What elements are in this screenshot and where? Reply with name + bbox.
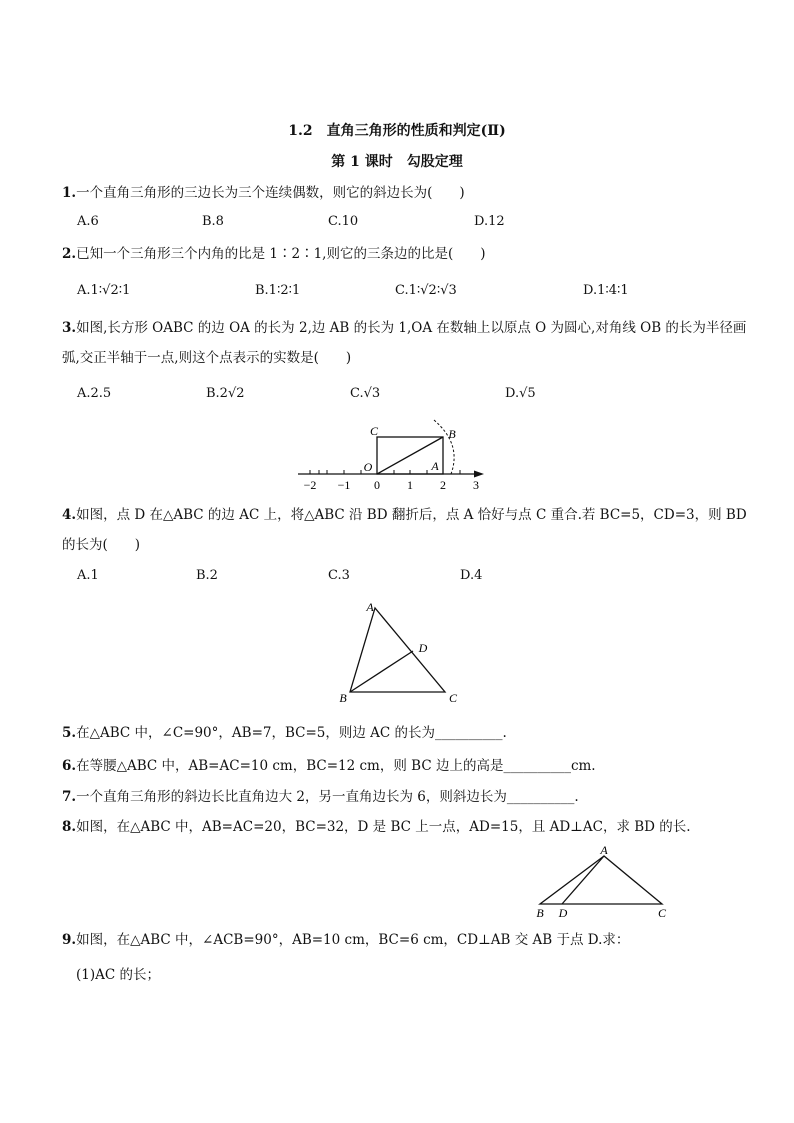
question-1-options [77,214,757,234]
tick-label-neg2: −2 [303,478,317,492]
triangle-abd-figure [330,596,470,710]
tick-label-0: 0 [374,478,380,492]
point-label-d: D [558,906,568,920]
option-a: A.6 [77,214,99,229]
question-4 [62,505,747,525]
question-3-line-2: 弧,交正半轴于一点,则这个点表示的实数是( ) [62,350,352,366]
question-6 [62,756,596,776]
question-5 [62,723,507,743]
option-c: C.√3 [350,386,381,401]
question-9 [62,930,629,950]
tick-label-neg1: −1 [337,478,351,492]
point-label-a: A [366,600,374,614]
option-d: D.12 [474,214,505,229]
point-label-c: C [369,424,379,438]
question-text: 已知一个三角形三个内角的比是 1∶2∶1,则它的三条边的比是( ) [76,246,486,262]
option-a: A.1∶√2∶1 [77,283,131,298]
question-text: 在△ABC 中，∠C=90°，AB=7，BC=5，则边 AC 的长为__________. [76,725,507,741]
question-text: 一个直角三角形的三边长为三个连续偶数，则它的斜边长为( ) [76,185,465,201]
section-title: 1.2 直角三角形的性质和判定(Ⅱ) [288,123,506,139]
question-1 [62,183,465,203]
question-number: 5. [62,725,77,741]
question-number: 8. [62,819,77,835]
question-text: 一个直角三角形的斜边长比直角边大 2，另一直角边长为 6，则斜边长为__________. [76,789,579,805]
question-4-line-2: 的长为( ) [62,537,141,553]
question-8 [62,817,691,837]
point-label-o: O [363,460,373,474]
point-label-b: B [339,691,347,705]
option-c: C.1∶√2∶√3 [395,283,457,298]
question-number: 9. [62,932,77,948]
option-d: D.1∶4∶1 [583,283,629,298]
number-line-figure [290,418,490,496]
tick-label-2: 2 [440,478,446,492]
option-d: D.4 [460,568,483,583]
question-7 [62,787,579,807]
option-a: A.1 [77,568,99,583]
question-number: 2. [62,246,77,262]
question-2 [62,244,485,264]
question-number: 3. [62,320,77,336]
lesson-title: 第 1 课时 勾股定理 [331,154,463,170]
point-label-c: C [657,906,667,920]
tick-label-3: 3 [473,478,479,492]
option-b: B.8 [202,214,224,229]
option-b: B.2√2 [206,386,245,401]
triangle-abc-figure [530,842,680,922]
question-number: 6. [62,758,77,774]
question-text: 如图，在△ABC 中，AB=AC=20，BC=32，D 是 BC 上一点，AD=15，且 AD⊥AC，求 BD 的长. [76,819,691,835]
option-a: A.2.5 [77,386,112,401]
question-4-options [77,568,757,588]
option-b: B.2 [196,568,218,583]
point-label-a: A [600,843,608,857]
question-3-options [77,386,757,406]
question-text: 如图，在△ABC 中，∠ACB=90°，AB=10 cm，BC=6 cm，CD⊥AB 交 AB 于点 D.求： [76,932,630,948]
question-text-line-1: 如图,长方形 OABC 的边 OA 的长为 2,边 AB 的长为 1,OA 在数轴上以原点 O 为圆心,对角线 OB 的长为半径画 [76,320,747,336]
point-label-c: C [448,691,458,705]
option-c: C.10 [328,214,359,229]
point-label-b: B [536,906,544,920]
point-label-d: D [418,641,428,655]
option-d: D.√5 [505,386,536,401]
question-number: 4. [62,507,77,523]
tick-label-1: 1 [407,478,413,492]
question-number: 1. [62,185,77,201]
question-number: 7. [62,789,77,805]
option-b: B.1∶2∶1 [255,283,301,298]
point-label-b: B [448,427,456,441]
question-9-part-1: (1)AC 的长； [76,967,160,983]
question-text: 在等腰△ABC 中，AB=AC=10 cm，BC=12 cm，则 BC 边上的高是__________cm. [76,758,596,774]
question-3 [62,318,746,338]
question-2-options [77,283,757,303]
question-text-line-1: 如图，点 D 在△ABC 的边 AC 上，将△ABC 沿 BD 翻折后，点 A 恰好与点 C 重合.若 BC=5，CD=3，则 BD [76,507,747,523]
option-c: C.3 [328,568,350,583]
point-label-a: A [431,459,439,473]
